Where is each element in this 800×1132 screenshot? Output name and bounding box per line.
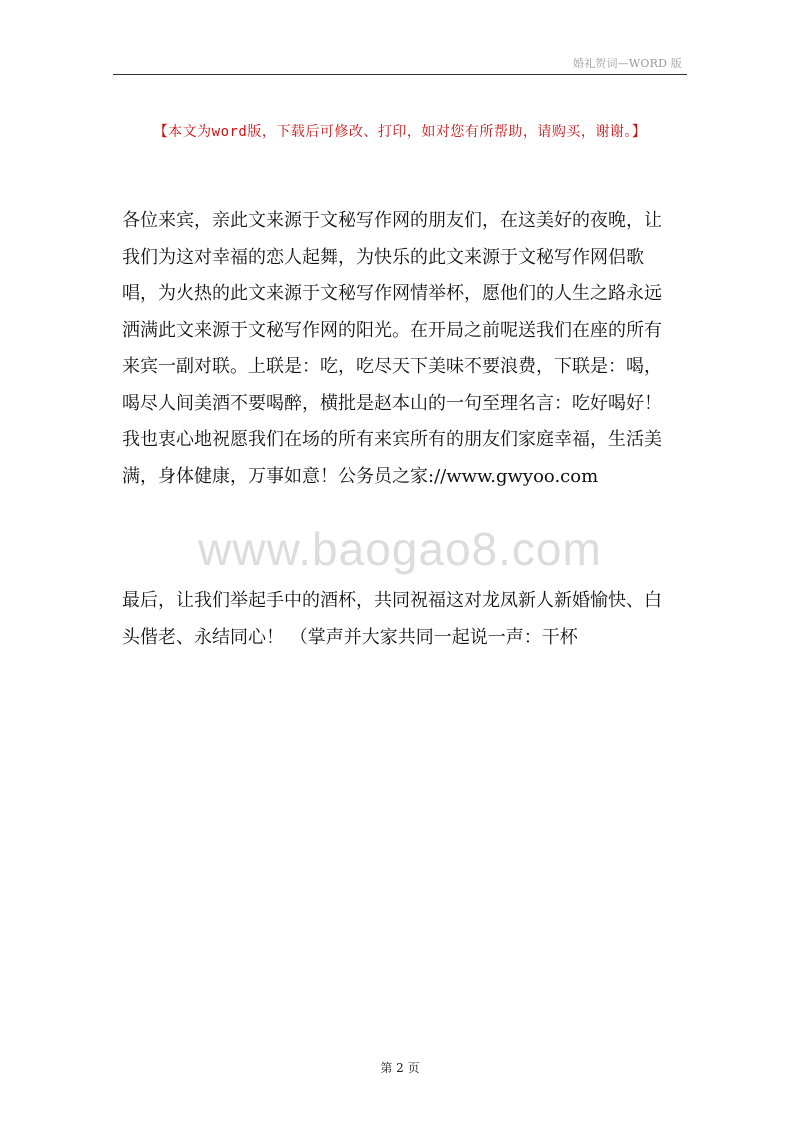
header-divider [113, 74, 687, 75]
page-number: 第 2 页 [380, 1061, 420, 1075]
paragraph-line: 来宾一副对联。上联是：吃，吃尽天下美味不要浪费，下联是：喝， [122, 356, 662, 377]
body-paragraph-1 [122, 203, 682, 495]
purchase-notice: 【本文为word版，下载后可修改、打印，如对您有所帮助，请购买，谢谢。】 [153, 124, 647, 140]
paragraph-line: 最后，让我们举起手中的酒杯，共同祝福这对龙凤新人新婚愉快、白 [122, 590, 662, 611]
watermark: www.baogao8.com [198, 523, 602, 575]
paragraph-line: 各位来宾，亲此文来源于文秘写作网的朋友们，在这美好的夜晚，让 [122, 210, 662, 231]
paragraph-line: 头偕老、永结同心！ （掌声并大家共同一起说一声：干杯 [122, 626, 578, 648]
body-paragraph-2 [122, 583, 682, 656]
paragraph-line: 唱，为火热的此文来源于文秘写作网情举杯，愿他们的人生之路永远 [122, 283, 662, 304]
paragraph-line: 我们为这对幸福的恋人起舞，为快乐的此文来源于文秘写作网侣歌 [122, 246, 644, 268]
paragraph-line: 满，身体健康，万事如意！公务员之家://www.gwyoo.com [122, 465, 599, 487]
header-title: 婚礼贺词—WORD 版 [572, 57, 682, 70]
paragraph-line: 喝尽人间美酒不要喝醉，横批是赵本山的一句至理名言：吃好喝好！ [122, 392, 662, 414]
paragraph-line: 我也衷心地祝愿我们在场的所有来宾所有的朋友们家庭幸福，生活美 [122, 429, 662, 450]
paragraph-line: 洒满此文来源于文秘写作网的阳光。在开局之前呢送我们在座的所有 [122, 319, 662, 341]
